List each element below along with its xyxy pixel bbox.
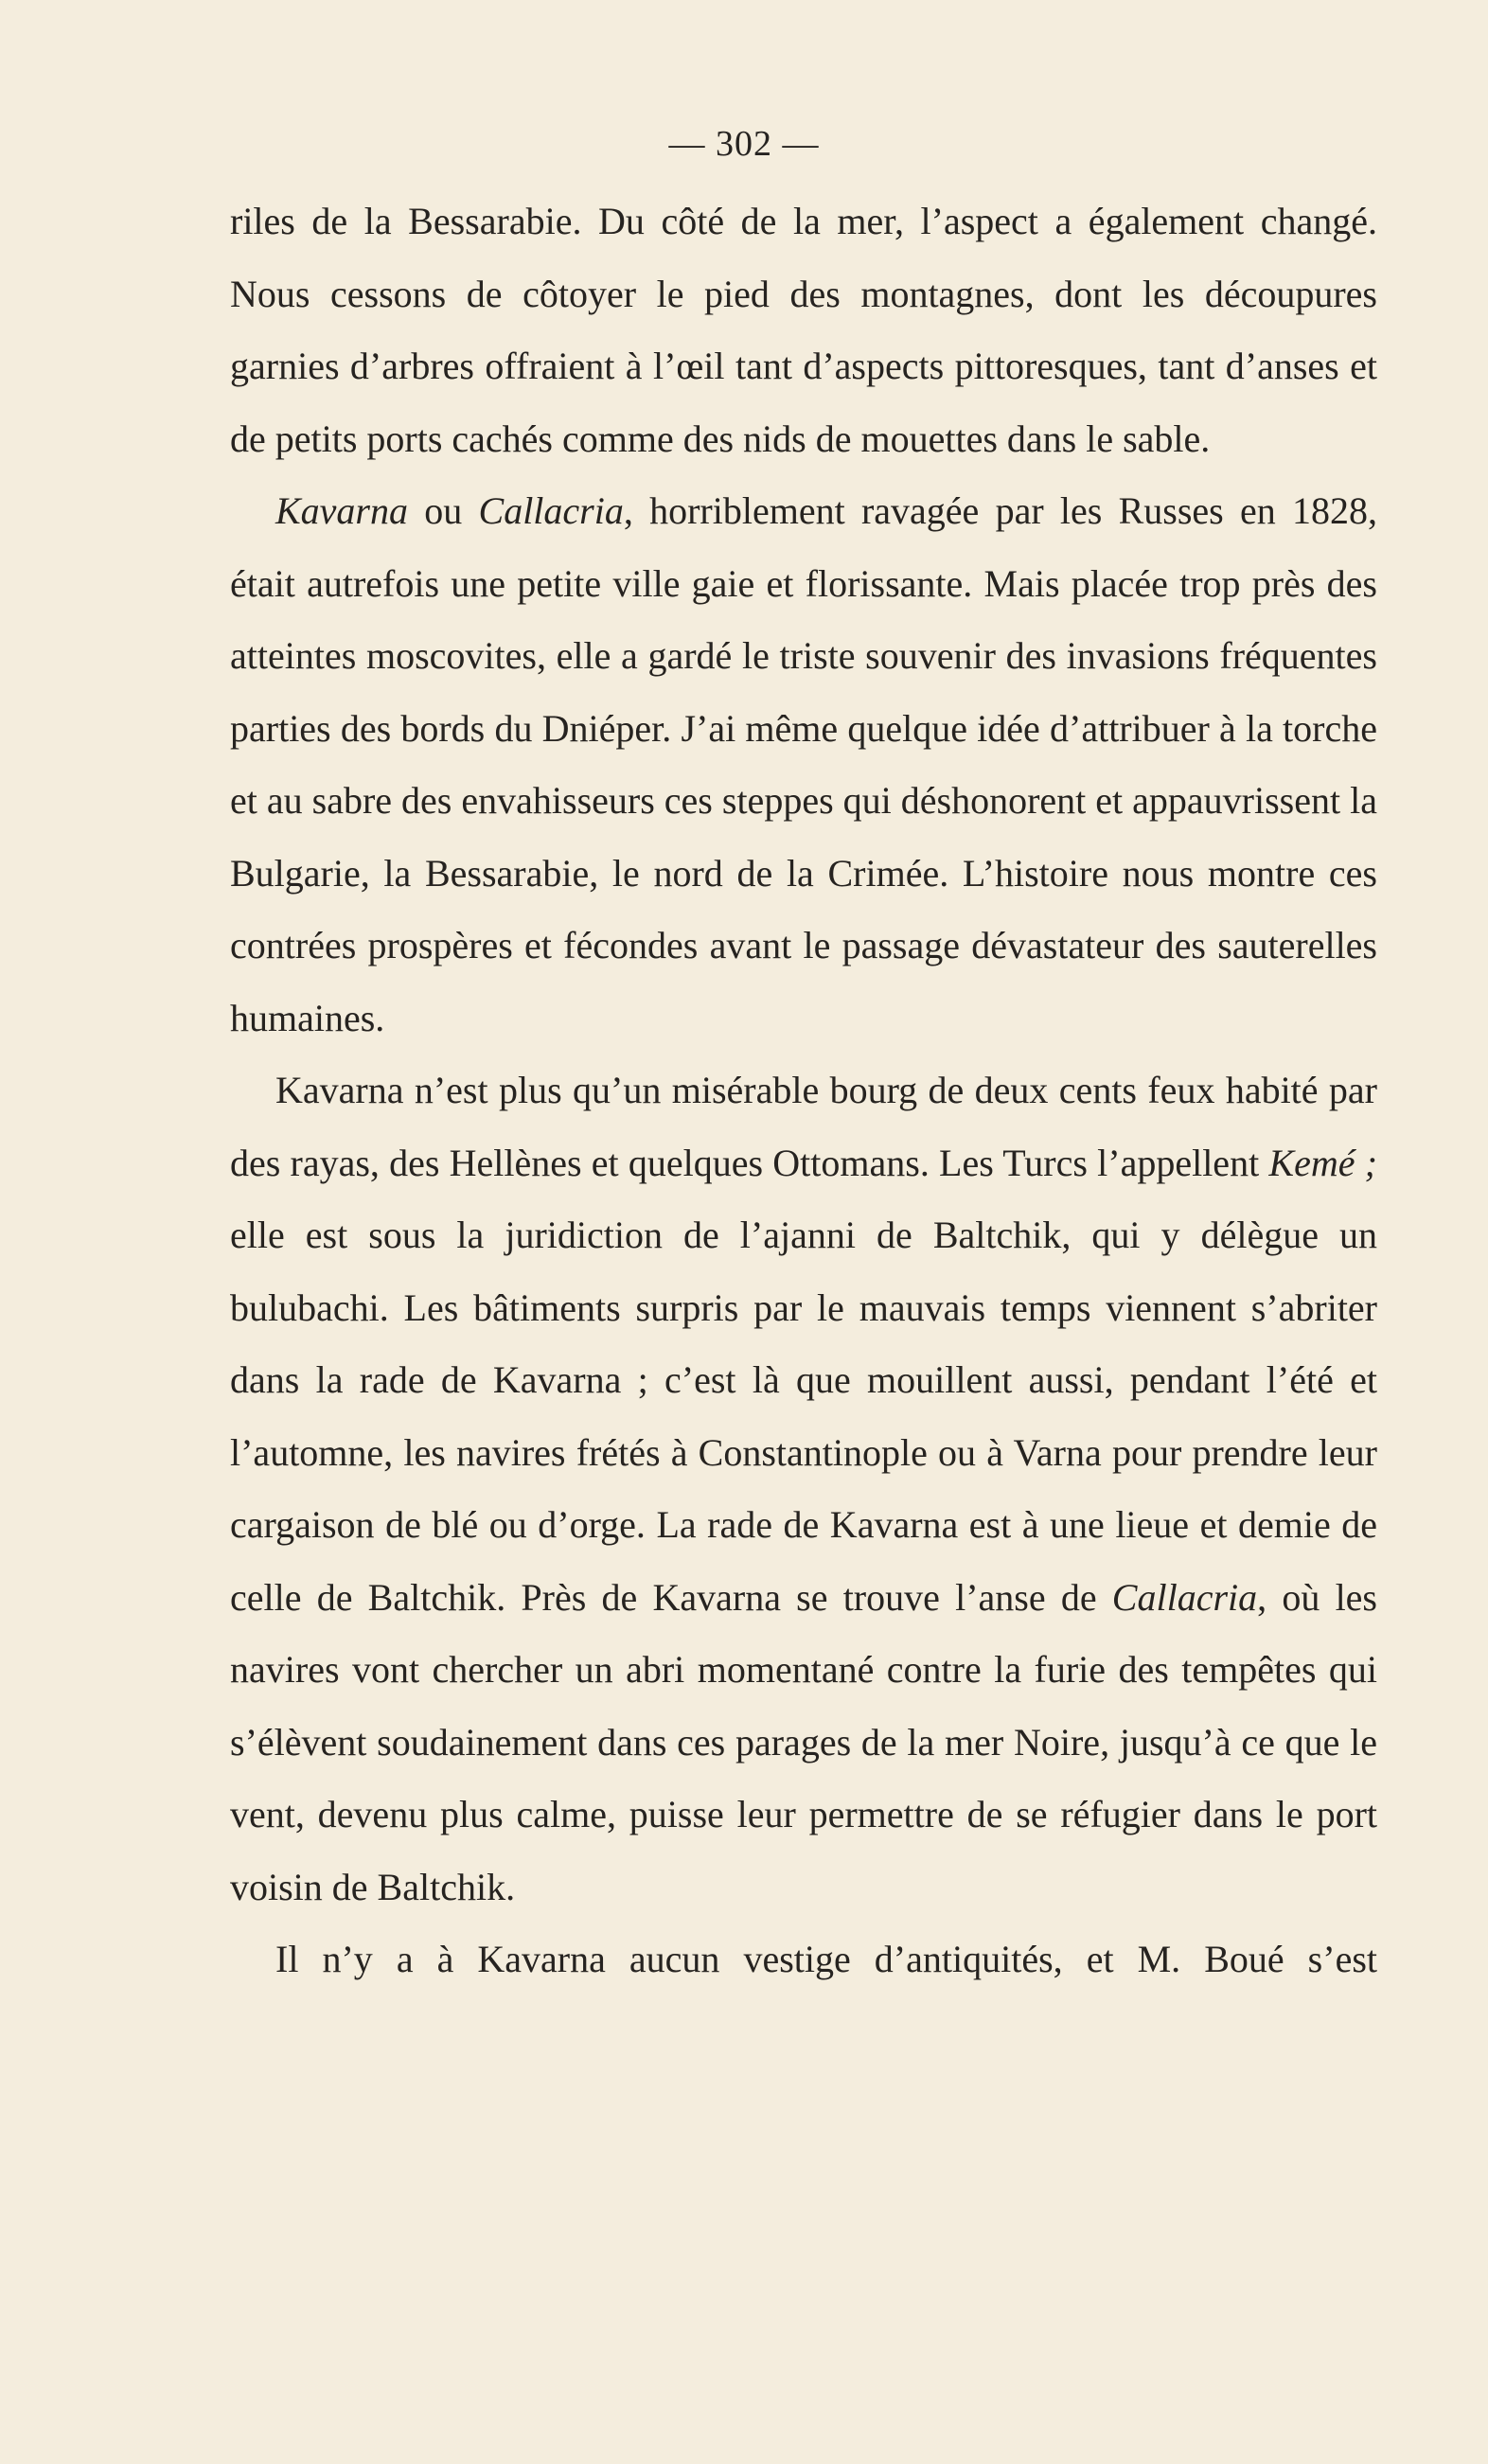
paragraph-4-text: Il n’y a à Kavarna aucun vestige d’antiquités, et M. Boué s’est <box>275 1938 1377 1980</box>
paragraph-3-text-a: Kavarna n’est plus qu’un misérable bourg de deux cents feux habité par des rayas, des Hellènes et quelques Ottomans. Les Turcs l’appellent <box>230 1069 1377 1184</box>
paragraph-1-text: riles de la Bessarabie. Du côté de la mer, l’aspect a également changé. Nous cessons de côtoyer le pied des montagnes, dont les découpures garnies d’arbres offraient à l’œil tant d’aspects pittoresques, tant d’anses et de petits ports cachés comme des nids de mouettes dans le sable. <box>230 200 1377 460</box>
paragraph-2-text-b: , horriblement ravagée par les Russes en 1828, était autrefois une petite ville gaie et florissante. Mais placée trop près des atteintes moscovites, elle a gardé le triste souvenir des invasions fréquentes parties des bords du Dniéper. J’ai même quelque idée d’attribuer à la torche et au sabre des envahisseurs ces steppes qui déshonorent et appauvrissent la Bulgarie, la Bessarabie, le nord de la Crimée. L’histoire nous montre ces contrées prospères et fécondes avant le passage dévastateur des sauterelles humaines. <box>230 489 1377 1039</box>
place-name-kavarna: Kavarna <box>275 489 408 532</box>
paragraph-1 <box>230 186 1377 475</box>
paragraph-3 <box>230 1055 1377 1923</box>
place-name-callacria-2: Callacria <box>1111 1575 1258 1619</box>
paragraph-4 <box>230 1923 1377 1996</box>
turkish-name-keme: Kemé ; <box>1268 1141 1377 1184</box>
paragraph-3-text-b: elle est sous la juridiction de l’ajanni de Baltchik, qui y délègue un bulubachi. Les bâtiments surpris par le mauvais temps viennent s’abriter dans la rade de Kavarna ; c’est là que mouillent aussi, pendant l’été et l’automne, les navires frétés à Constantinople ou à Varna pour prendre leur cargaison de blé ou d’orge. La rade de Kavarna est à une lieue et demie de celle de Baltchik. Près de Kavarna se trouve l’anse de <box>230 1214 1377 1619</box>
place-name-callacria: Callacria <box>478 489 624 532</box>
page-number: — 302 — <box>668 124 820 164</box>
body-text <box>230 186 1377 1996</box>
paragraph-2 <box>230 475 1377 1055</box>
paragraph-2-text-a: ou <box>408 489 479 532</box>
paragraph-3-text-c: , où les navires vont chercher un abri momentané contre la furie des tempêtes qui s’élèvent soudainement dans ces parages de la mer Noire, jusqu’à ce que le vent, devenu plus calme, puisse leur permettre de se réfugier dans le port voisin de Baltchik. <box>230 1575 1378 1908</box>
